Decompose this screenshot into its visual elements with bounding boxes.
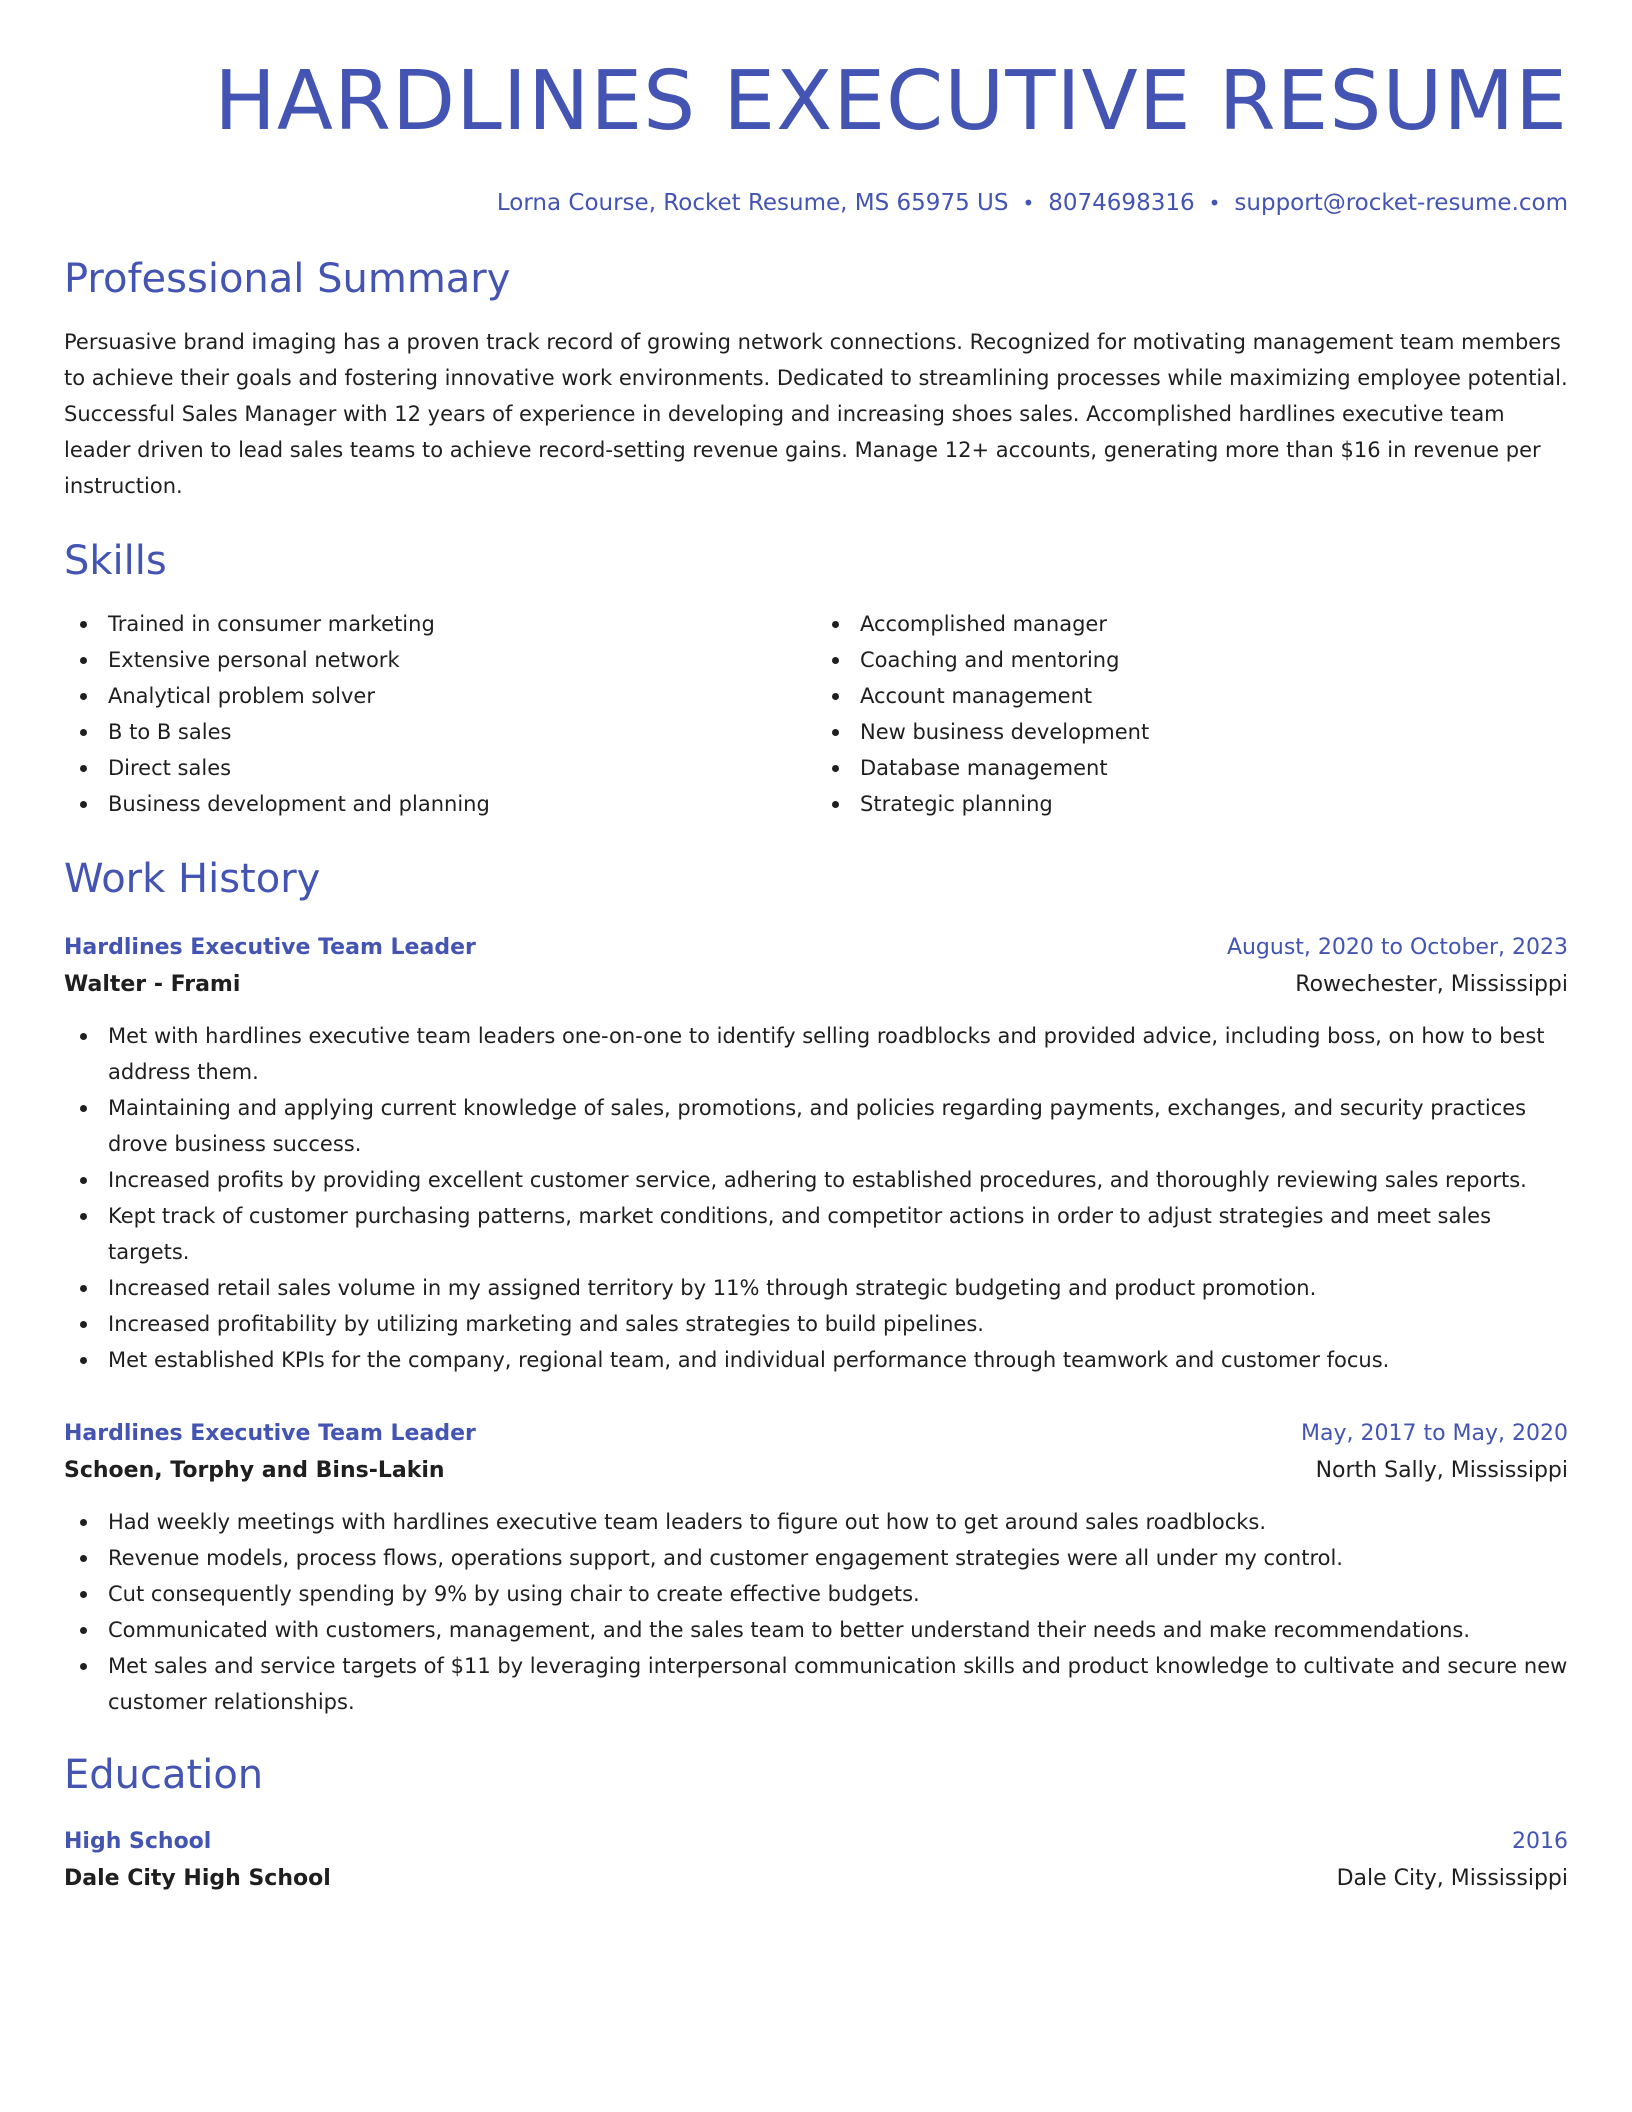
contact-phone: 8074698316 xyxy=(1048,190,1195,216)
skill-item: Analytical problem solver xyxy=(64,678,816,714)
job-company-row xyxy=(64,966,1568,1004)
education-location: Dale City, Mississippi xyxy=(1336,1866,1568,1891)
job-bullet: Cut consequently spending by 9% by using chair to create effective budgets. xyxy=(64,1576,1568,1612)
education-entry xyxy=(64,1824,1568,1898)
job-bullet: Met established KPIs for the company, regional team, and individual performance through teamwork and customer focus. xyxy=(64,1342,1568,1378)
summary-heading: Professional Summary xyxy=(64,256,511,302)
skill-item: B to B sales xyxy=(64,714,816,750)
job-bullet: Met with hardlines executive team leaders one-on-one to identify selling roadblocks and provided advice, including boss, on how to best address them. xyxy=(64,1018,1568,1090)
skill-item: Extensive personal network xyxy=(64,642,816,678)
job-company-row xyxy=(64,1452,1568,1490)
job-bullet: Met sales and service targets of $11 by leveraging interpersonal communication skills and product knowledge to cultivate and secure new customer relationships. xyxy=(64,1648,1568,1720)
work-history-heading: Work History xyxy=(64,856,321,902)
job-bullet: Communicated with customers, management, and the sales team to better understand their needs and make recommendations. xyxy=(64,1612,1568,1648)
job-title: Hardlines Executive Team Leader xyxy=(64,935,476,960)
job-bullets xyxy=(64,1018,1568,1378)
education-header-row xyxy=(64,1824,1568,1860)
education-school-row xyxy=(64,1860,1568,1898)
job-company: Walter - Frami xyxy=(64,972,241,997)
education-year: 2016 xyxy=(1512,1829,1568,1854)
resume-title: HARDLINES EXECUTIVE RESUME xyxy=(214,54,1568,149)
education-heading: Education xyxy=(64,1752,264,1798)
job-entry xyxy=(64,930,1568,1378)
job-title: Hardlines Executive Team Leader xyxy=(64,1421,476,1446)
job-bullet: Kept track of customer purchasing patterns, market conditions, and competitor actions in order to adjust strategies and meet sales targets. xyxy=(64,1198,1568,1270)
job-company: Schoen, Torphy and Bins-Lakin xyxy=(64,1458,445,1483)
skill-item: Direct sales xyxy=(64,750,816,786)
education-degree: High School xyxy=(64,1829,212,1854)
job-bullet: Had weekly meetings with hardlines executive team leaders to figure out how to get around sales roadblocks. xyxy=(64,1504,1568,1540)
job-entry xyxy=(64,1416,1568,1720)
job-bullet: Increased profitability by utilizing marketing and sales strategies to build pipelines. xyxy=(64,1306,1568,1342)
skill-item: New business development xyxy=(816,714,1568,750)
job-header-row xyxy=(64,930,1568,966)
contact-email: support@rocket-resume.com xyxy=(1234,190,1568,216)
skill-item: Database management xyxy=(816,750,1568,786)
job-bullets xyxy=(64,1504,1568,1720)
skills-heading: Skills xyxy=(64,538,167,584)
job-bullet: Increased profits by providing excellent customer service, adhering to established procedures, and thoroughly reviewing sales reports. xyxy=(64,1162,1568,1198)
skill-item: Accomplished manager xyxy=(816,606,1568,642)
contact-line xyxy=(64,188,1568,218)
job-bullet: Maintaining and applying current knowledge of sales, promotions, and policies regarding payments, exchanges, and security practices drove business success. xyxy=(64,1090,1568,1162)
skill-item: Coaching and mentoring xyxy=(816,642,1568,678)
skills-list xyxy=(64,606,1568,822)
skills-column-right xyxy=(816,606,1568,822)
contact-separator: • xyxy=(1208,191,1221,215)
job-location: Rowechester, Mississippi xyxy=(1295,972,1568,997)
skill-item: Trained in consumer marketing xyxy=(64,606,816,642)
skill-item: Account management xyxy=(816,678,1568,714)
job-header-row xyxy=(64,1416,1568,1452)
skill-item: Strategic planning xyxy=(816,786,1568,822)
job-bullet: Increased retail sales volume in my assigned territory by 11% through strategic budgeting and product promotion. xyxy=(64,1270,1568,1306)
contact-address: Lorna Course, Rocket Resume, MS 65975 US xyxy=(496,190,1009,216)
contact-separator: • xyxy=(1022,191,1035,215)
skill-item: Business development and planning xyxy=(64,786,816,822)
summary-text: Persuasive brand imaging has a proven track record of growing network connections. Recognized for motivating management team members to achieve their goals and fostering innovative work environments. Dedicated to streamlining processes while maximizing employee potential. Successful Sales Manager with 12 years of experience in developing and increasing shoes sales. Accomplished hardlines executive team leader driven to lead sales teams to achieve record-setting revenue gains. Manage 12+ accounts, generating more than $16 in revenue per instruction. xyxy=(64,330,1568,498)
skills-column-left xyxy=(64,606,816,822)
education-school: Dale City High School xyxy=(64,1866,331,1891)
job-bullet: Revenue models, process flows, operations support, and customer engagement strategies were all under my control. xyxy=(64,1540,1568,1576)
job-dates: May, 2017 to May, 2020 xyxy=(1301,1421,1568,1446)
job-location: North Sally, Mississippi xyxy=(1315,1458,1568,1483)
job-dates: August, 2020 to October, 2023 xyxy=(1226,935,1568,960)
